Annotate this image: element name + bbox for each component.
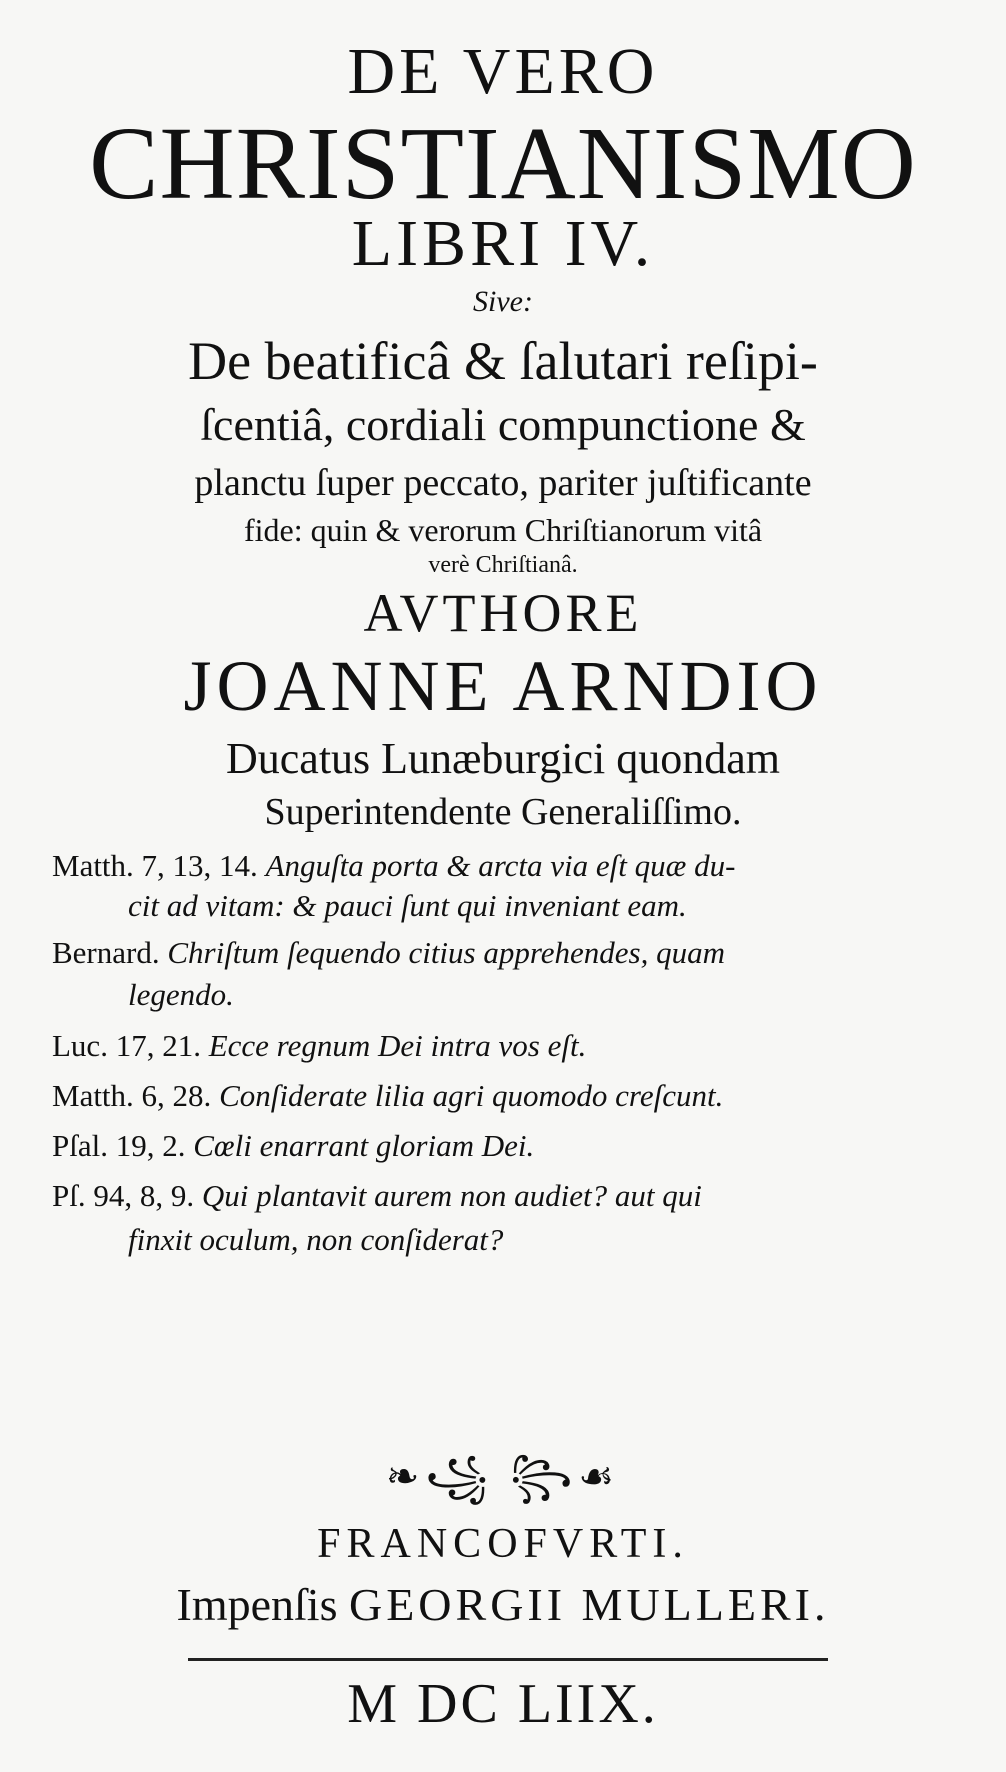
subtitle-line-1: De beatificâ & ſalutari reſipi- — [188, 331, 818, 391]
printers-ornament: ❧꧁ ꧂☙ — [385, 1454, 621, 1499]
subtitle-line-3: planctu ſuper peccato, pariter juſtificante — [194, 462, 812, 504]
imprint-place: FRANCOFVRTI. — [317, 1521, 689, 1567]
quote-reference: Matth. 7, 13, 14. — [52, 848, 258, 883]
imprint-year: M DC LIIX. — [347, 1673, 659, 1735]
quote-6-continuation: finxit oculum, non conſiderat? — [128, 1222, 504, 1257]
quote-reference: Bernard. — [52, 935, 160, 970]
quote-reference: Matth. 6, 28. — [52, 1078, 212, 1113]
title-line-1: DE VERO — [347, 35, 659, 108]
publisher-prefix: Impenſis — [176, 1579, 338, 1630]
sive-label: Sive: — [473, 285, 533, 318]
quote-1-continuation: cit ad vitam: & pauci ſunt qui inveniant eam. — [128, 888, 687, 923]
publisher-name: GEORGII MULLERI. — [348, 1579, 830, 1630]
author-description-2: Superintendente Generaliſſimo. — [264, 791, 742, 833]
quote-2 — [52, 935, 725, 971]
quote-reference: Pſ. 94, 8, 9. — [52, 1178, 195, 1213]
quote-text: Qui plantavit aurem non audiet? aut qui — [201, 1178, 702, 1213]
author-name: JOANNE ARNDIO — [183, 646, 823, 726]
author-label: AVTHORE — [363, 583, 643, 643]
quote-2-continuation: legendo. — [128, 977, 234, 1012]
subtitle-line-4: fide: quin & verorum Chriſtianorum vitâ — [243, 512, 763, 548]
quote-text: Anguſta porta & arcta via eſt quæ du- — [265, 848, 736, 883]
quote-6 — [52, 1178, 702, 1214]
quote-5 — [52, 1128, 534, 1164]
quote-text: Chriſtum ſequendo citius apprehendes, quam — [167, 935, 725, 970]
author-description-1: Ducatus Lunæburgici quondam — [226, 734, 780, 783]
quote-text: Cœli enarrant gloriam Dei. — [193, 1128, 535, 1163]
imprint-publisher-line — [0, 1578, 1006, 1631]
subtitle-line-2: ſcentiâ, cordiali compunctione & — [200, 399, 806, 450]
quote-4 — [52, 1078, 723, 1114]
horizontal-rule — [188, 1658, 828, 1661]
title-line-3: LIBRI IV. — [351, 207, 655, 280]
quote-3 — [52, 1028, 586, 1064]
quote-reference: Luc. 17, 21. — [52, 1028, 201, 1063]
subtitle-line-5: verè Chriſtianâ. — [428, 552, 578, 578]
quote-reference: Pſal. 19, 2. — [52, 1128, 186, 1163]
title-line-2: CHRISTIANISMO — [89, 106, 917, 221]
quote-text: Conſiderate lilia agri quomodo creſcunt. — [219, 1078, 724, 1113]
quote-text: Ecce regnum Dei intra vos eſt. — [208, 1028, 587, 1063]
quote-1 — [52, 848, 735, 884]
